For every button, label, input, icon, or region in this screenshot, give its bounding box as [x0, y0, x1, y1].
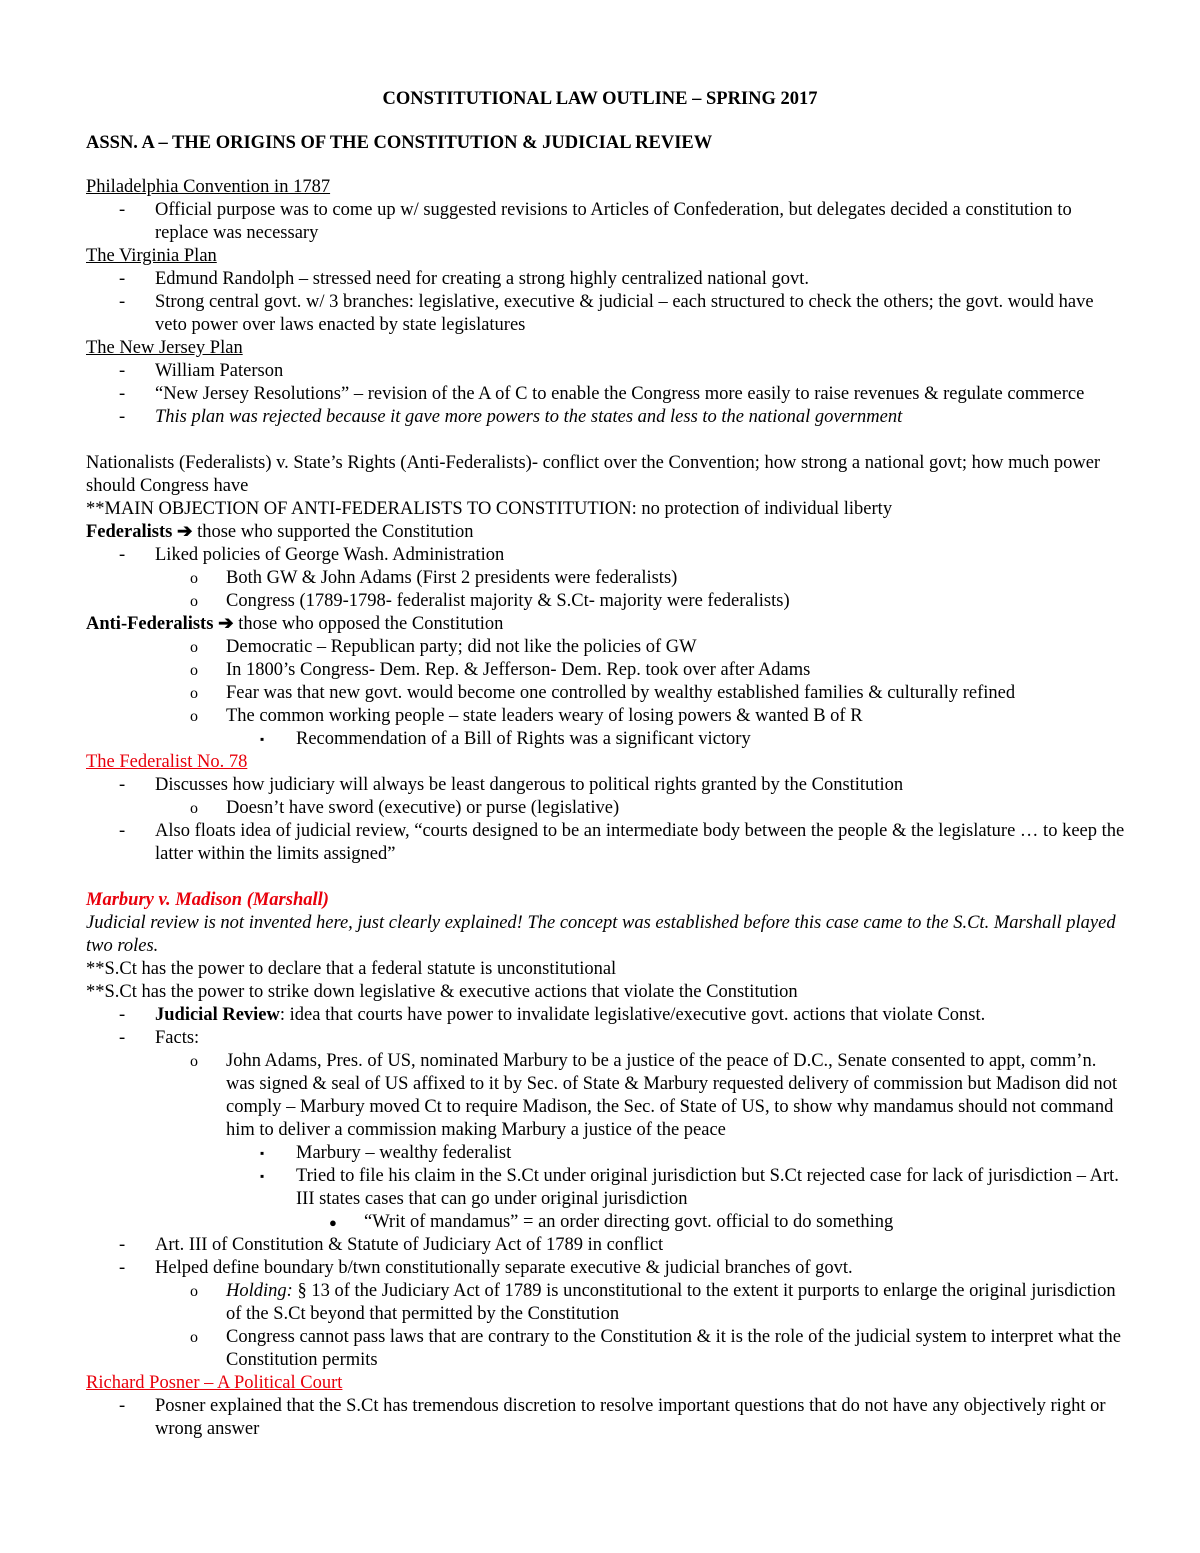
- list-item: [86, 1395, 1126, 1441]
- dash-bullet: -: [119, 384, 126, 404]
- list-item: [86, 820, 1126, 866]
- outline-body: [86, 176, 1126, 1441]
- judicial-review-label: Judicial Review: [155, 1005, 280, 1025]
- list-item: [86, 659, 1126, 682]
- circle-bullet: o: [190, 662, 198, 679]
- list-item: [86, 291, 1126, 337]
- dash-bullet: -: [119, 407, 126, 427]
- item-text: Edmund Randolph – stressed need for creating a strong highly centralized national govt.: [155, 269, 810, 289]
- main-objection: **MAIN OBJECTION OF ANTI-FEDERALISTS TO CONSTITUTION: no protection of individual liberty: [86, 499, 893, 519]
- list-item: [86, 1142, 1126, 1165]
- arrow-icon: ➔: [176, 522, 193, 542]
- power-statement: **S.Ct has the power to strike down legislative & executive actions that violate the Constitution: [86, 982, 798, 1002]
- circle-bullet: o: [190, 1283, 198, 1300]
- item-text: “Writ of mandamus” = an order directing govt. official to do something: [364, 1212, 894, 1232]
- nationalists-intro: Nationalists (Federalists) v. State’s Rights (Anti-Federalists)- conflict over the Convention; how strong a national govt; how much power should Congress have: [86, 453, 1101, 496]
- list-item: [86, 1326, 1126, 1372]
- circle-bullet: o: [190, 639, 198, 656]
- circle-bullet: o: [190, 593, 198, 610]
- anti-federalists-desc: those who opposed the Constitution: [233, 614, 504, 634]
- circle-bullet: o: [190, 800, 198, 817]
- marbury-heading: Marbury v. Madison (Marshall): [86, 890, 329, 910]
- item-text: Democratic – Republican party; did not like the policies of GW: [226, 637, 697, 657]
- list-item: [86, 268, 1126, 291]
- dash-bullet: -: [119, 292, 126, 312]
- item-text: Both GW & John Adams (First 2 presidents were federalists): [226, 568, 678, 588]
- dash-bullet: -: [119, 1258, 126, 1278]
- item-text: Helped define boundary b/twn constitutionally separate executive & judicial branches of govt.: [155, 1258, 853, 1278]
- philadelphia-heading: Philadelphia Convention in 1787: [86, 177, 331, 197]
- item-text: The common working people – state leaders weary of losing powers & wanted B of R: [226, 706, 863, 726]
- federalists-label: Federalists: [86, 522, 173, 542]
- item-text: Discusses how judiciary will always be least dangerous to political rights granted by the Constitution: [155, 775, 904, 795]
- list-item: [86, 636, 1126, 659]
- list-item: [86, 544, 1126, 567]
- item-text: Marbury – wealthy federalist: [296, 1143, 512, 1163]
- item-text: “New Jersey Resolutions” – revision of the A of C to enable the Congress more easily to raise revenues & regulate commerce: [155, 384, 1085, 404]
- power-statement: **S.Ct has the power to declare that a federal statute is unconstitutional: [86, 959, 617, 979]
- square-bullet: ▪: [260, 1169, 265, 1183]
- holding-label: Holding:: [226, 1281, 293, 1301]
- item-text: Tried to file his claim in the S.Ct under original jurisdiction but S.Ct rejected case for lack of jurisdiction – Art. III states cases that can go under original jurisdiction: [296, 1166, 1119, 1209]
- item-text: Congress (1789-1798- federalist majority & S.Ct- majority were federalists): [226, 591, 790, 611]
- dash-bullet: -: [119, 1396, 126, 1416]
- item-text: : idea that courts have power to invalidate legislative/executive govt. actions that violate Const.: [279, 1005, 986, 1025]
- dash-bullet: -: [119, 1028, 126, 1048]
- item-text: Fear was that new govt. would become one controlled by wealthy established families & culturally refined: [226, 683, 1016, 703]
- list-item: [86, 1050, 1126, 1142]
- dash-bullet: -: [119, 361, 126, 381]
- document-title: CONSTITUTIONAL LAW OUTLINE – SPRING 2017: [382, 89, 818, 109]
- circle-bullet: o: [190, 708, 198, 725]
- item-text: Also floats idea of judicial review, “courts designed to be an intermediate body between the people & the legislature … to keep the latter within the limits assigned”: [155, 821, 1125, 864]
- list-item: [86, 1027, 1126, 1050]
- list-item: [86, 1004, 1126, 1027]
- dash-bullet: -: [119, 775, 126, 795]
- item-text: Official purpose was to come up w/ suggested revisions to Articles of Confederation, but delegates decided a constitution to replace was necessary: [155, 200, 1072, 243]
- list-item: [86, 1234, 1126, 1257]
- section-title: ASSN. A – THE ORIGINS OF THE CONSTITUTION & JUDICIAL REVIEW: [86, 133, 713, 153]
- list-item: [86, 590, 1126, 613]
- anti-federalists-line: [86, 613, 1126, 636]
- square-bullet: ▪: [260, 1146, 265, 1160]
- item-text: William Paterson: [155, 361, 284, 381]
- list-item: [86, 1257, 1126, 1280]
- list-item: [86, 1165, 1126, 1211]
- posner-heading: Richard Posner – A Political Court: [86, 1373, 343, 1393]
- circle-bullet: o: [190, 685, 198, 702]
- marbury-note: Judicial review is not invented here, just clearly explained! The concept was established before this case came to the S.Ct. Marshall played two roles.: [86, 913, 1116, 956]
- list-item: [86, 774, 1126, 797]
- item-text: Congress cannot pass laws that are contrary to the Constitution & it is the role of the judicial system to interpret what the Constitution permits: [226, 1327, 1122, 1370]
- dash-bullet: -: [119, 545, 126, 565]
- item-text: Strong central govt. w/ 3 branches: legislative, executive & judicial – each structured to check the others; the govt. would have veto power over laws enacted by state legislatures: [155, 292, 1094, 335]
- item-text: In 1800’s Congress- Dem. Rep. & Jefferson- Dem. Rep. took over after Adams: [226, 660, 811, 680]
- item-text: Doesn’t have sword (executive) or purse (legislative): [226, 798, 620, 818]
- item-text: Posner explained that the S.Ct has tremendous discretion to resolve important questions that do not have any objectively right or wrong answer: [155, 1396, 1106, 1439]
- dash-bullet: -: [119, 1005, 126, 1025]
- spacer: [86, 429, 1126, 452]
- item-text: § 13 of the Judiciary Act of 1789 is unconstitutional to the extent it purports to enlarge the original jurisdiction of the S.Ct beyond that permitted by the Constitution: [226, 1281, 1116, 1324]
- list-item: [86, 1280, 1126, 1326]
- anti-federalists-label: Anti-Federalists: [86, 614, 214, 634]
- circle-bullet: o: [190, 1053, 198, 1070]
- arrow-icon: ➔: [218, 614, 234, 634]
- list-item: [86, 797, 1126, 820]
- list-item: [86, 199, 1126, 245]
- list-item: [86, 360, 1126, 383]
- dash-bullet: -: [119, 200, 126, 220]
- item-text: Recommendation of a Bill of Rights was a significant victory: [296, 729, 751, 749]
- list-item: [86, 705, 1126, 728]
- spacer: [86, 866, 1126, 889]
- item-text: Liked policies of George Wash. Administration: [155, 545, 505, 565]
- item-text: Art. III of Constitution & Statute of Judiciary Act of 1789 in conflict: [155, 1235, 664, 1255]
- square-bullet: ▪: [260, 732, 265, 746]
- virginia-heading: The Virginia Plan: [86, 246, 217, 266]
- list-item: [86, 383, 1126, 406]
- dash-bullet: -: [119, 1235, 126, 1255]
- circle-bullet: o: [190, 570, 198, 587]
- circle-bullet: o: [190, 1329, 198, 1346]
- list-item: [86, 682, 1126, 705]
- dot-bullet: ●: [329, 1215, 337, 1230]
- item-text: This plan was rejected because it gave more powers to the states and less to the national government: [155, 407, 903, 427]
- item-text: John Adams, Pres. of US, nominated Marbury to be a justice of the peace of D.C., Senate consented to appt, comm’n. was signed & seal of US affixed to it by Sec. of State & Marbury requested delivery of commission but Madison did not comply – Marbury moved Ct to require Madison, the Sec. of State of US, to show why mandamus should not command him to deliver a commission making Marbury a justice of the peace: [226, 1051, 1118, 1140]
- federalists-line: [86, 521, 1126, 544]
- dash-bullet: -: [119, 821, 126, 841]
- item-text: Facts:: [155, 1028, 200, 1048]
- list-item: [86, 1211, 1126, 1234]
- federalists-desc: those who supported the Constitution: [192, 522, 474, 542]
- list-item: [86, 728, 1126, 751]
- dash-bullet: -: [119, 269, 126, 289]
- federalist-78-heading: The Federalist No. 78: [86, 752, 248, 772]
- newjersey-heading: The New Jersey Plan: [86, 338, 243, 358]
- list-item: [86, 406, 1126, 429]
- list-item: [86, 567, 1126, 590]
